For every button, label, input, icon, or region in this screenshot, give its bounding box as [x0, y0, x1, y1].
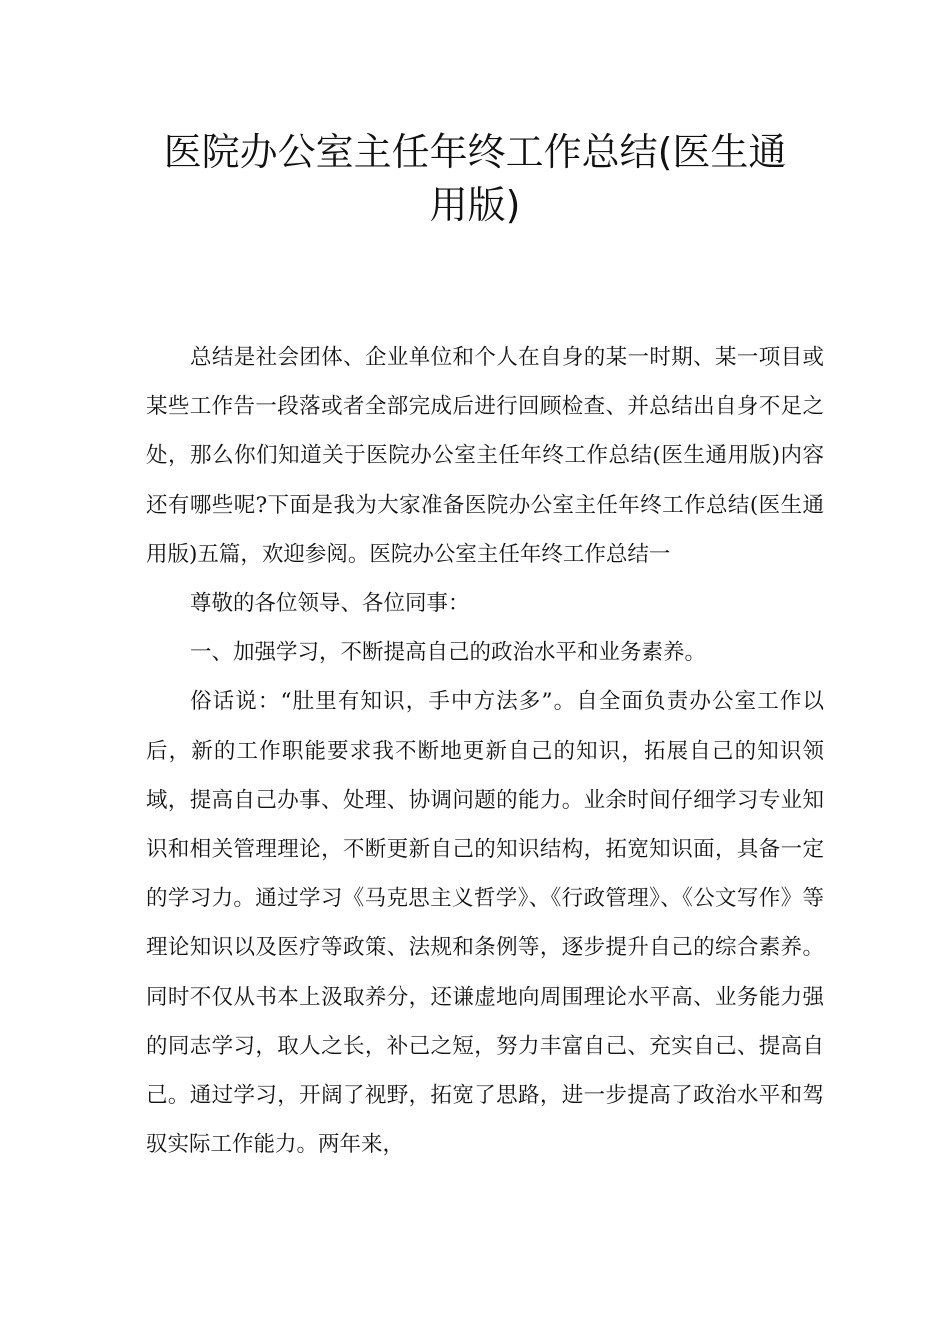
section-heading-paragraph: 一、加强学习，不断提高自己的政治水平和业务素养。 [190, 640, 707, 666]
intro-paragraph: 总结是社会团体、企业单位和个人在自身的某一时期、某一项目或某些工作告一段落或者全部完成后进行回顾检查、并总结出自身不足之处，那么你们知道关于医院办公室主任年终工作总结(医生通用版)内容还有哪些呢?下面是我为大家准备医院办公室主任年终工作总结(医生通用版)五篇，欢迎参阅。医院办公室主任年终工作总结一 [146, 345, 824, 567]
document-body [146, 333, 824, 1169]
body-paragraph: 俗话说：“肚里有知识，手中方法多”。自全面负责办公室工作以后，新的工作职能要求我不断地更新自己的知识，拓展自己的知识领域，提高自己办事、处理、协调问题的能力。业余时间仔细学习专业知识和相关管理理论，不断更新自己的知识结构，拓宽知识面，具备一定的学习力。通过学习《马克思主义哲学》、《行政管理》、《公文写作》等理论知识以及医疗等政策、法规和条例等，逐步提升自己的综合素养。同时不仅从书本上汲取养分，还谦虚地向周围理论水平高、业务能力强的同志学习，取人之长，补己之短，努力丰富自己、充实自己、提高自己。通过学习，开阔了视野，拓宽了思路，进一步提高了政治水平和驾驭实际工作能力。两年来， [146, 689, 824, 1158]
document-title: 医院办公室主任年终工作总结(医生通用版) [163, 130, 787, 227]
salutation-paragraph: 尊敬的各位领导、各位同事： [190, 591, 470, 617]
